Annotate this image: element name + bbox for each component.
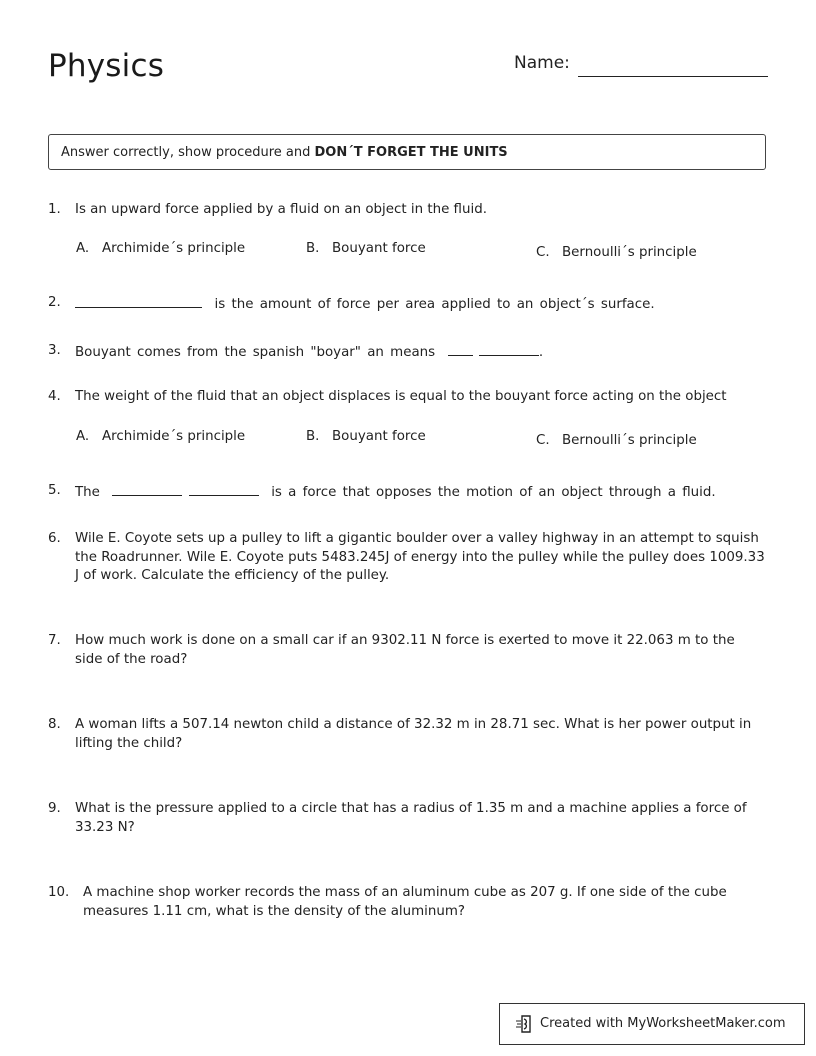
question-line bbox=[75, 294, 765, 315]
question-text-end: is a force that opposes the motion of an object through a fluid. bbox=[271, 485, 716, 500]
worksheet-maker-logo-icon bbox=[514, 1013, 536, 1035]
option-label: Bouyant force bbox=[332, 429, 426, 444]
question-text: The bbox=[75, 485, 100, 500]
option-label: Archimide´s principle bbox=[102, 429, 246, 444]
name-field-line[interactable] bbox=[578, 76, 768, 77]
option-a[interactable] bbox=[76, 240, 245, 259]
instructions-emphasis: DON´T FORGET THE UNITS bbox=[314, 145, 508, 160]
question-number: 5. bbox=[48, 483, 61, 498]
question-text: The weight of the fluid that an object displaces is equal to the bouyant force acting on the object bbox=[75, 389, 727, 404]
option-a[interactable] bbox=[76, 428, 245, 447]
question-number: 9. bbox=[48, 801, 61, 816]
option-b[interactable] bbox=[306, 428, 426, 447]
option-letter: C. bbox=[536, 245, 550, 260]
question-number: 6. bbox=[48, 531, 61, 546]
question-text: A machine shop worker records the mass of an aluminum cube as 207 g. If one side of the cube measures 1.11 cm, what is the density of the aluminum? bbox=[83, 885, 727, 919]
option-letter: A. bbox=[76, 429, 90, 444]
answer-blank[interactable] bbox=[448, 342, 473, 356]
question-number: 8. bbox=[48, 717, 61, 732]
question-text: What is the pressure applied to a circle that has a radius of 1.35 m and a machine applies a force of 33.23 N? bbox=[75, 801, 747, 835]
question-text: Wile E. Coyote sets up a pulley to lift a gigantic boulder over a valley highway in an attempt to squish the Roadrunner. Wile E. Coyote puts 5483.245J of energy into the pulley while the pulley does 1009.33 J of work. Calculate the efficiency of the pulley. bbox=[75, 531, 765, 583]
option-label: Bernoulli´s principle bbox=[562, 433, 697, 448]
question-text-end: . bbox=[538, 345, 544, 360]
question-text: Bouyant comes from the spanish "boyar" an means bbox=[75, 345, 436, 360]
question-text: Is an upward force applied by a fluid on an object in the fluid. bbox=[75, 202, 487, 217]
instructions-box bbox=[48, 134, 766, 170]
footer-credit[interactable] bbox=[499, 1003, 805, 1045]
option-label: Archimide´s principle bbox=[102, 241, 246, 256]
question-text: A woman lifts a 507.14 newton child a distance of 32.32 m in 28.71 sec. What is her power output in lifting the child? bbox=[75, 717, 752, 751]
option-letter: A. bbox=[76, 241, 90, 256]
question-text: How much work is done on a small car if an 9302.11 N force is exerted to move it 22.063 m to the side of the road? bbox=[75, 633, 735, 667]
option-letter: B. bbox=[306, 429, 320, 444]
option-label: Bouyant force bbox=[332, 241, 426, 256]
question-text: is the amount of force per area applied to an object´s surface. bbox=[214, 297, 655, 312]
option-label: Bernoulli´s principle bbox=[562, 245, 697, 260]
option-letter: B. bbox=[306, 241, 320, 256]
name-label: Name: bbox=[514, 53, 570, 73]
question-number: 7. bbox=[48, 633, 61, 648]
option-letter: C. bbox=[536, 433, 550, 448]
option-c[interactable] bbox=[536, 244, 697, 263]
question-line bbox=[75, 482, 765, 503]
page-title: Physics bbox=[48, 48, 165, 84]
instructions-text: Answer correctly, show procedure and bbox=[61, 145, 315, 160]
question-number: 4. bbox=[48, 389, 61, 404]
answer-blank[interactable] bbox=[112, 482, 182, 496]
option-c[interactable] bbox=[536, 432, 697, 451]
question-number: 1. bbox=[48, 202, 61, 217]
footer-text: Created with MyWorksheetMaker.com bbox=[540, 1016, 786, 1031]
question-line bbox=[75, 342, 765, 363]
option-b[interactable] bbox=[306, 240, 426, 259]
answer-blank[interactable] bbox=[479, 342, 539, 356]
question-number: 3. bbox=[48, 343, 61, 358]
question-number: 10. bbox=[48, 885, 70, 900]
answer-blank[interactable] bbox=[189, 482, 259, 496]
answer-blank[interactable] bbox=[75, 294, 202, 308]
question-number: 2. bbox=[48, 295, 61, 310]
